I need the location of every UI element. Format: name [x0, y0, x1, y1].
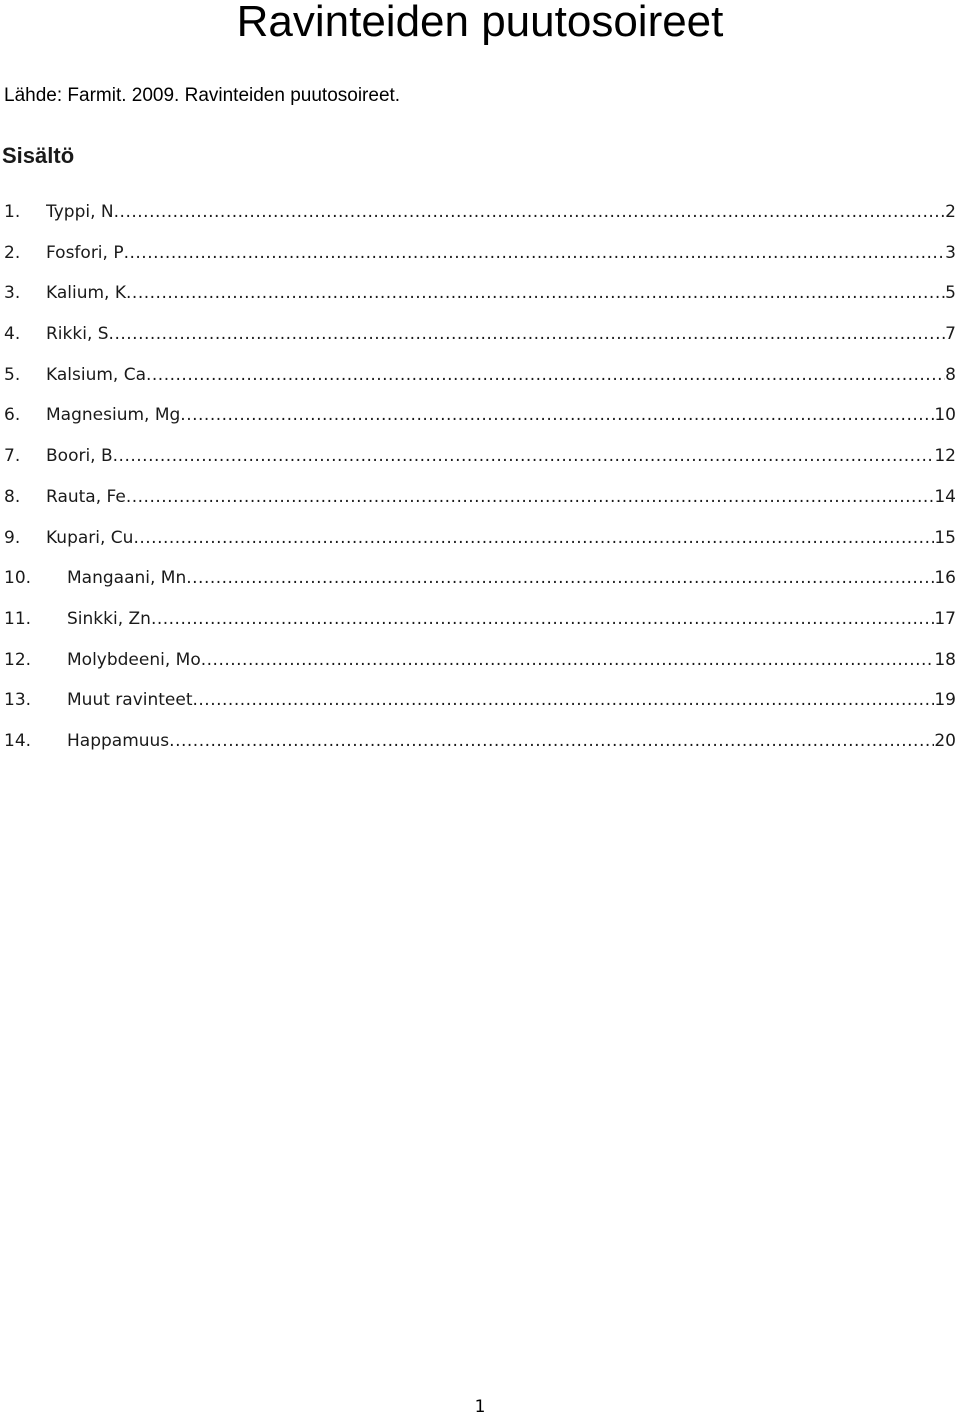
toc-entry-label: Typpi, N: [46, 202, 114, 222]
toc-entry-label: Rikki, S: [46, 324, 109, 345]
toc-entry-label: Molybdeeni, Mo: [67, 649, 201, 670]
toc-leader: [133, 526, 934, 550]
toc-leader: [186, 566, 934, 590]
table-of-contents: [0, 200, 960, 770]
toc-entry[interactable]: [0, 566, 960, 607]
page-title: [0, 0, 960, 44]
toc-entry-body: [67, 566, 956, 590]
toc-entry-label: Fosfori, P: [46, 242, 124, 263]
toc-entry-label: Mangaani, Mn: [67, 568, 187, 589]
toc-leader: [109, 322, 946, 346]
toc-entry-label: Kupari, Cu: [46, 527, 134, 548]
toc-entry[interactable]: [0, 688, 960, 729]
toc-entry-body: [67, 729, 956, 753]
toc-entry-page: 3: [945, 242, 956, 263]
toc-entry[interactable]: [0, 363, 960, 404]
toc-entry-number: 10.: [4, 568, 32, 589]
toc-entry-page: 2: [945, 202, 956, 222]
toc-leader: [126, 485, 935, 509]
toc-leader: [114, 200, 946, 224]
toc-entry[interactable]: [0, 241, 960, 282]
toc-leader: [151, 607, 934, 631]
toc-entry-body: [46, 200, 956, 224]
toc-heading: Sisältö: [2, 143, 75, 168]
toc-entry-body: [67, 607, 956, 631]
toc-entry-number: 3.: [4, 283, 21, 304]
toc-entry-page: 15: [934, 527, 956, 548]
toc-entry-body: [46, 485, 956, 509]
toc-entry-label: Magnesium, Mg: [46, 405, 181, 426]
toc-entry[interactable]: [0, 403, 960, 444]
toc-entry-page: 17: [934, 608, 956, 629]
toc-entry-page: 14: [934, 486, 956, 507]
toc-entry-label: Kalium, K: [46, 283, 127, 304]
toc-entry-page: 8: [945, 364, 956, 385]
toc-entry-number: 12.: [4, 649, 32, 670]
toc-entry-label: Kalsium, Ca: [46, 364, 146, 385]
toc-entry-page: 18: [934, 649, 956, 670]
toc-entry-number: 2.: [4, 242, 21, 263]
toc-leader: [193, 688, 935, 712]
toc-entry-body: [46, 241, 956, 265]
toc-entry[interactable]: [0, 607, 960, 648]
toc-entry-number: 14.: [4, 730, 32, 751]
page-title-text: Ravinteiden puutosoireet: [236, 0, 724, 46]
toc-entry-number: 6.: [4, 405, 21, 426]
toc-entry-body: [46, 444, 956, 468]
toc-entry-page: 5: [945, 283, 956, 304]
toc-entry-number: 1.: [4, 202, 21, 222]
toc-entry-page: 19: [934, 690, 956, 711]
toc-entry-number: 4.: [4, 324, 21, 345]
toc-entry[interactable]: [0, 526, 960, 567]
toc-entry-body: [46, 363, 956, 387]
toc-entry[interactable]: [0, 729, 960, 770]
toc-entry-number: 13.: [4, 690, 32, 711]
toc-leader: [201, 648, 935, 672]
page-number: 1: [474, 1397, 486, 1417]
toc-entry-number: 8.: [4, 486, 21, 507]
toc-leader: [124, 241, 946, 265]
toc-entry-number: 9.: [4, 527, 21, 548]
toc-entry-label: Boori, B: [46, 446, 113, 467]
toc-entry[interactable]: [0, 444, 960, 485]
source-citation: Lähde: Farmit. 2009. Ravinteiden puutosoireet.: [4, 85, 401, 106]
toc-entry-number: 11.: [4, 608, 32, 629]
toc-entry-body: [46, 322, 956, 346]
toc-leader: [126, 281, 945, 305]
toc-entry-page: 20: [934, 730, 956, 751]
toc-leader: [180, 403, 934, 427]
toc-entry-body: [46, 281, 956, 305]
toc-entry-body: [67, 648, 956, 672]
toc-leader: [146, 363, 945, 387]
toc-entry-body: [67, 688, 956, 712]
toc-entry-body: [46, 526, 956, 550]
toc-entry[interactable]: [0, 485, 960, 526]
toc-entry-page: 16: [934, 568, 956, 589]
toc-entry-body: [46, 403, 956, 427]
toc-entry[interactable]: [0, 648, 960, 689]
toc-entry[interactable]: [0, 322, 960, 363]
toc-entry[interactable]: [0, 281, 960, 322]
toc-entry-number: 7.: [4, 446, 21, 467]
toc-entry-page: 10: [934, 405, 956, 426]
toc-entry-label: Rauta, Fe: [46, 486, 126, 507]
toc-entry-page: 7: [945, 324, 956, 345]
toc-entry-label: Muut ravinteet: [67, 690, 193, 711]
toc-leader: [169, 729, 934, 753]
toc-leader: [113, 444, 935, 468]
toc-entry-page: 12: [934, 446, 956, 467]
toc-entry-label: Sinkki, Zn: [67, 608, 151, 629]
toc-entry-number: 5.: [4, 364, 21, 385]
toc-entry[interactable]: [0, 200, 960, 241]
toc-entry-label: Happamuus: [67, 730, 170, 751]
